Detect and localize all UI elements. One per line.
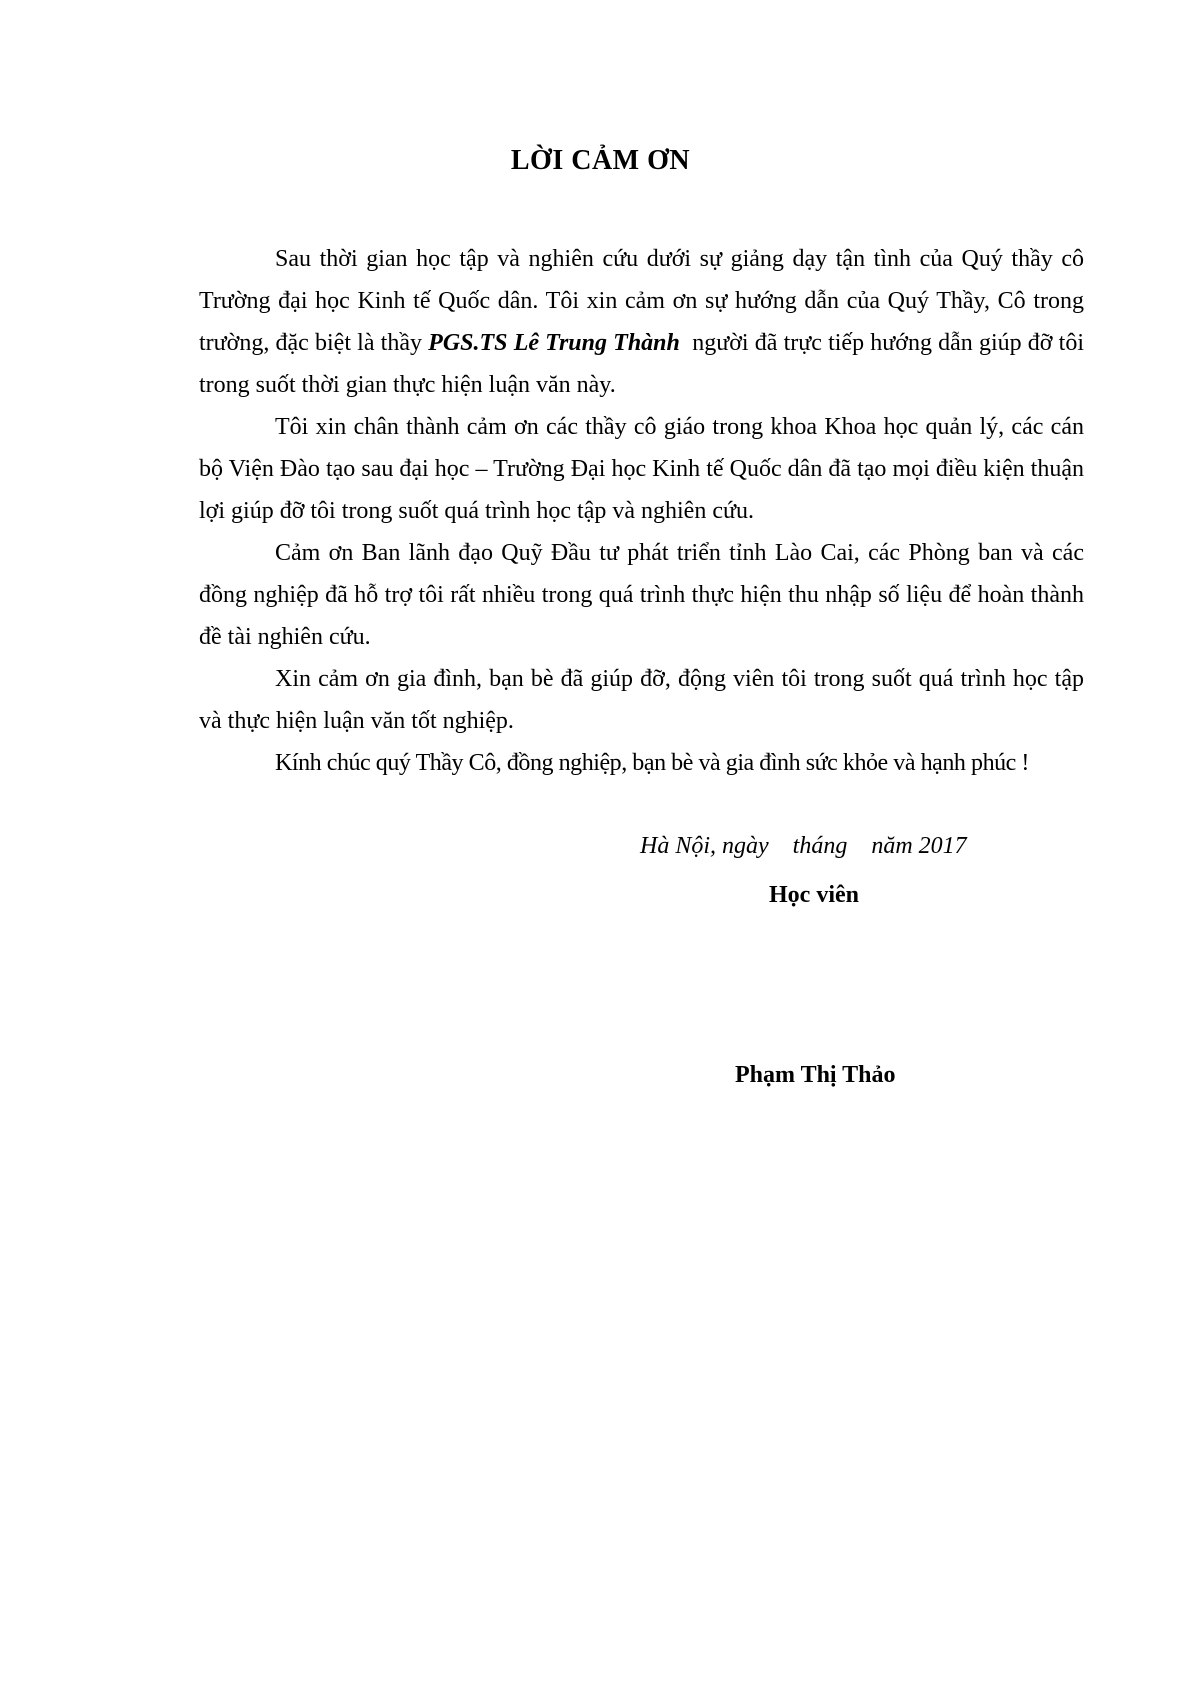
paragraph-2: Tôi xin chân thành cảm ơn các thầy cô giáo trong khoa Khoa học quản lý, các cán bộ Viện Đào tạo sau đại học – Trường Đại học Kinh tế Quốc dân đã tạo mọi điều kiện thuận lợi giúp đỡ tôi trong suốt quá trình học tập và nghiên cứu.	[199, 414, 1084, 524]
paragraph-3: Cảm ơn Ban lãnh đạo Quỹ Đầu tư phát triển tỉnh Lào Cai, các Phòng ban và các đồng nghiệp đã hỗ trợ tôi rất nhiều trong quá trình thực hiện thu nhập số liệu để hoàn thành đề tài nghiên cứu.	[199, 540, 1084, 650]
paragraph-4: Xin cảm ơn gia đình, bạn bè đã giúp đỡ, động viên tôi trong suốt quá trình học tập và thực hiện luận văn tốt nghiệp.	[199, 666, 1084, 734]
signer-role: Học viên	[769, 882, 859, 908]
place-date: Hà Nội, ngày tháng năm 2017	[640, 833, 967, 859]
paragraph-5: Kính chúc quý Thầy Cô, đồng nghiệp, bạn bè và gia đình sức khỏe và hạnh phúc !	[275, 750, 1029, 776]
advisor-name: PGS.TS Lê Trung Thành	[428, 330, 680, 356]
paragraph-1-text-after: người đã trực tiếp hướng dẫn giúp đỡ tôi trong suốt thời gian thực hiện luận văn này.	[199, 330, 1091, 398]
paragraph-1	[199, 238, 1091, 406]
signer-name: Phạm Thị Thảo	[735, 1062, 896, 1088]
paragraph-1-text-before: Sau thời gian học tập và nghiên cứu dưới sự giảng dạy tận tình của Quý thầy cô Trường đại học Kinh tế Quốc dân. Tôi xin cảm ơn sự hướng dẫn của Quý Thầy, Cô trong trường, đặc biệt là thầy	[199, 246, 1084, 356]
acknowledgement-body	[199, 238, 1091, 784]
page-title: LỜI CẢM ƠN	[510, 145, 691, 176]
